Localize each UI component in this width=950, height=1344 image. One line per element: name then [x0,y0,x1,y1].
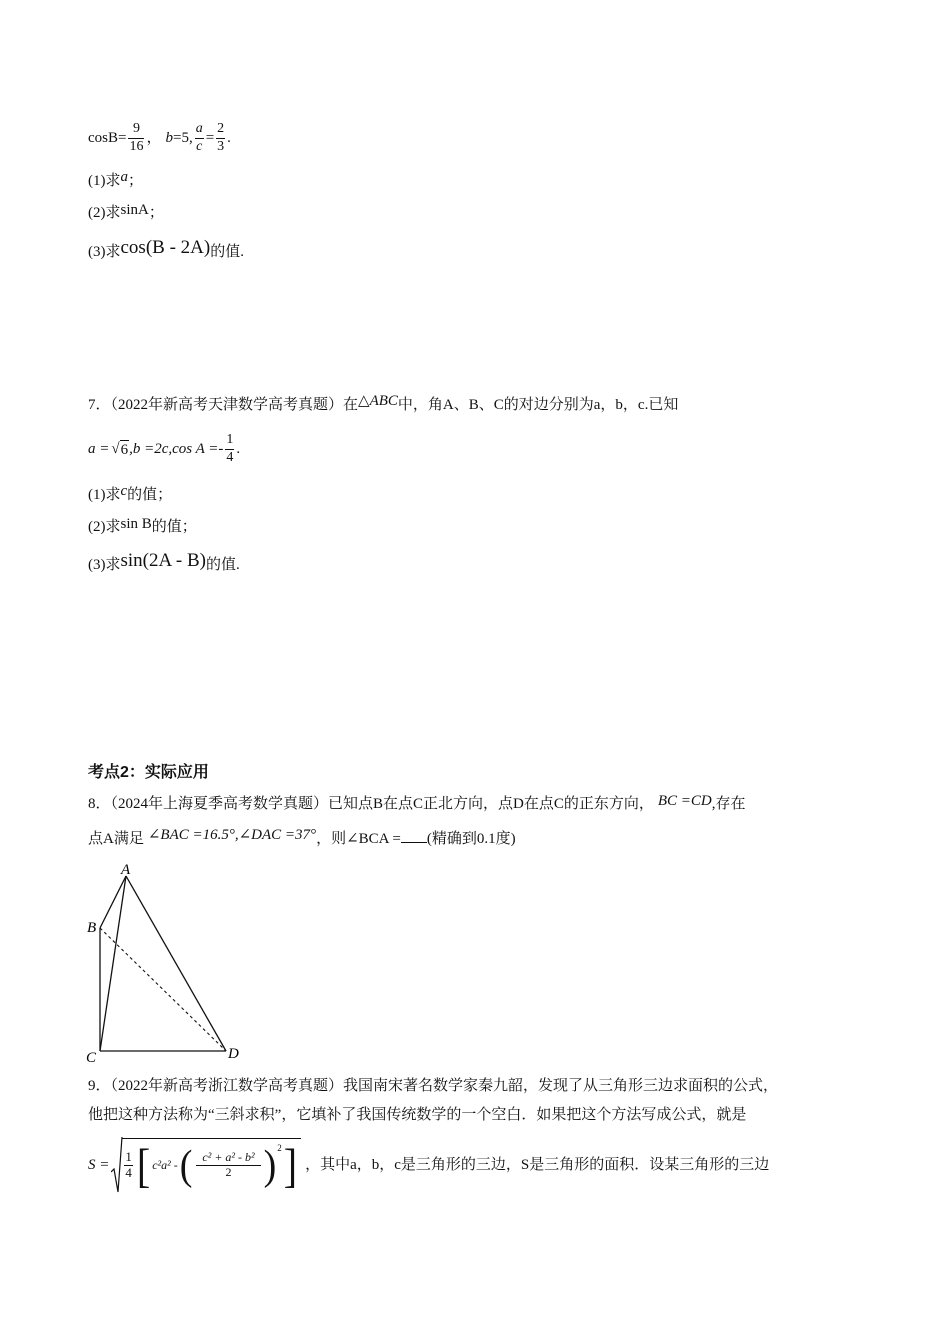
q7-given-rest: ,b =2c,cos A =- [129,441,224,457]
q7-p1-prefix: (1)求 [88,487,121,503]
q8-line1-text: （2024年上海夏季高考数学真题）已知点B在点C正北方向，点D在点C的正东方向， [110,796,654,812]
q6-eq2: = [205,130,215,146]
q9-number: 9． [88,1078,111,1094]
q6-ratio-den: 3 [217,138,225,154]
q6-p1-suffix: ； [128,173,144,189]
q6-a-num: a [195,121,204,138]
q9-quarter-den: 4 [125,1165,132,1180]
q7-frac-num: 1 [225,432,234,449]
q6-cosb-num: 9 [128,121,144,138]
q6-b-val: =5, [172,130,193,146]
q8-line1-end: ,存在 [711,796,746,812]
q6-cosb-fraction [128,121,144,154]
label-c: C [86,1050,97,1066]
q9-inner-den: 2 [225,1165,232,1179]
q6-c-den: c [196,138,203,154]
edge-ad [126,876,226,1051]
q9-paren-left: ( [179,1142,193,1189]
label-b: B [87,920,97,936]
q6-ac-fraction [195,121,204,154]
triangle-figure [80,858,250,1068]
q7-sqrt6: 6 [120,441,129,458]
q9-c2a2: c²a² - [152,1158,178,1173]
q6-part3 [88,237,244,263]
edge-bd-dashed [100,928,226,1051]
q9-s-eq: S = [88,1157,110,1173]
q7-given-line [88,428,240,470]
q7-stem-text: 中，角A、B、C的对边分别为a，b，c.已知 [397,397,679,413]
q6-ratio-num: 2 [216,121,225,138]
q7-sqrt-sign: √ [111,441,120,457]
q8-angles: ∠BAC =16.5°,∠DAC =37° [147,827,317,843]
q6-period: . [227,130,231,146]
section-title: 考点2：实际应用 [88,764,209,781]
q9-line1 [88,1077,778,1095]
q6-p1-prefix: (1)求 [88,173,121,189]
q6-p1-var: a [120,169,128,185]
q7-period: . [236,441,241,457]
q9-line2-text: 他把这种方法称为“三斜求积”，它填补了我国传统数学的一个空白．如果把这个方法写成公式，就是 [88,1107,747,1123]
q7-triangle: △ABC [358,393,398,409]
q6-p3-expr: cos(B - 2A) [120,237,211,258]
q6-cosb: cosB [88,130,118,146]
q9-sqrt-radical [111,1136,301,1194]
q7-part3 [88,550,240,576]
q7-stem [88,393,679,414]
q7-p2-suffix: 的值； [151,519,197,535]
q8-line2-mid: ，则∠BCA = [316,831,401,847]
q6-comma: ， [146,130,162,146]
label-a: A [121,862,131,878]
q6-cosb-den: 16 [129,138,144,154]
q7-p1-var: c [120,483,128,499]
q7-part2 [88,518,197,536]
q9-line3-end: ，其中a，b，c是三角形的三边，S是三角形的面积．设某三角形的三边 [305,1157,770,1173]
q9-line2 [88,1106,746,1124]
q7-p3-prefix: (3)求 [88,557,121,573]
q6-p3-suffix: 的值. [210,244,244,260]
q9-paren-right: ) [263,1142,277,1189]
q7-part1 [88,483,173,504]
q7-fraction [225,432,234,465]
q9-inner-num: c² + a² - b² [196,1151,260,1166]
q8-number: 8． [88,796,111,812]
q9-square: 2 [277,1142,282,1153]
q9-formula-line [88,1136,769,1194]
q6-ratio-fraction [216,121,225,154]
q9-radicand [122,1138,301,1193]
q7-source: （2022年新高考天津数学高考真题）在 [110,397,359,413]
q7-number: 7． [88,397,111,413]
q6-part1 [88,169,144,190]
q9-outer-bracket-right: ] [283,1137,298,1192]
q9-quarter-fraction [124,1150,133,1181]
q7-p1-suffix: 的值； [127,487,173,503]
q9-inner-fraction [196,1151,260,1180]
q7-p2-prefix: (2)求 [88,519,121,535]
label-d: D [228,1046,239,1062]
q7-p2-expr: sin B [120,516,152,532]
q8-answer-blank[interactable] [401,828,427,843]
q8-line2-start: 点A满足 [88,831,144,847]
q8-bc-cd: BC =CD [657,793,712,809]
q6-p2-suffix: ； [148,205,164,221]
q8-line2-end: (精确到0.1度) [426,831,516,847]
q6-b-var: b [165,130,173,146]
q7-p3-expr: sin(2A - B) [120,550,206,571]
q6-p2-prefix: (2)求 [88,205,121,221]
q7-p3-suffix: 的值. [206,557,240,573]
q9-quarter-num: 1 [125,1149,132,1165]
q6-given-line [88,116,231,160]
q6-part2 [88,204,164,222]
q7-frac-den: 4 [226,449,234,465]
q6-p3-prefix: (3)求 [88,244,121,260]
q8-line1 [88,795,746,813]
q9-line1-text: （2022年新高考浙江数学高考真题）我国南宋著名数学家秦九韶，发现了从三角形三边求面积的公式， [110,1078,779,1094]
q6-eq: = [118,130,127,146]
q7-given-a: a = [88,441,110,457]
q6-p2-expr: sinA [120,202,149,218]
q8-line2 [88,828,516,848]
q9-outer-bracket-left: [ [136,1137,151,1192]
